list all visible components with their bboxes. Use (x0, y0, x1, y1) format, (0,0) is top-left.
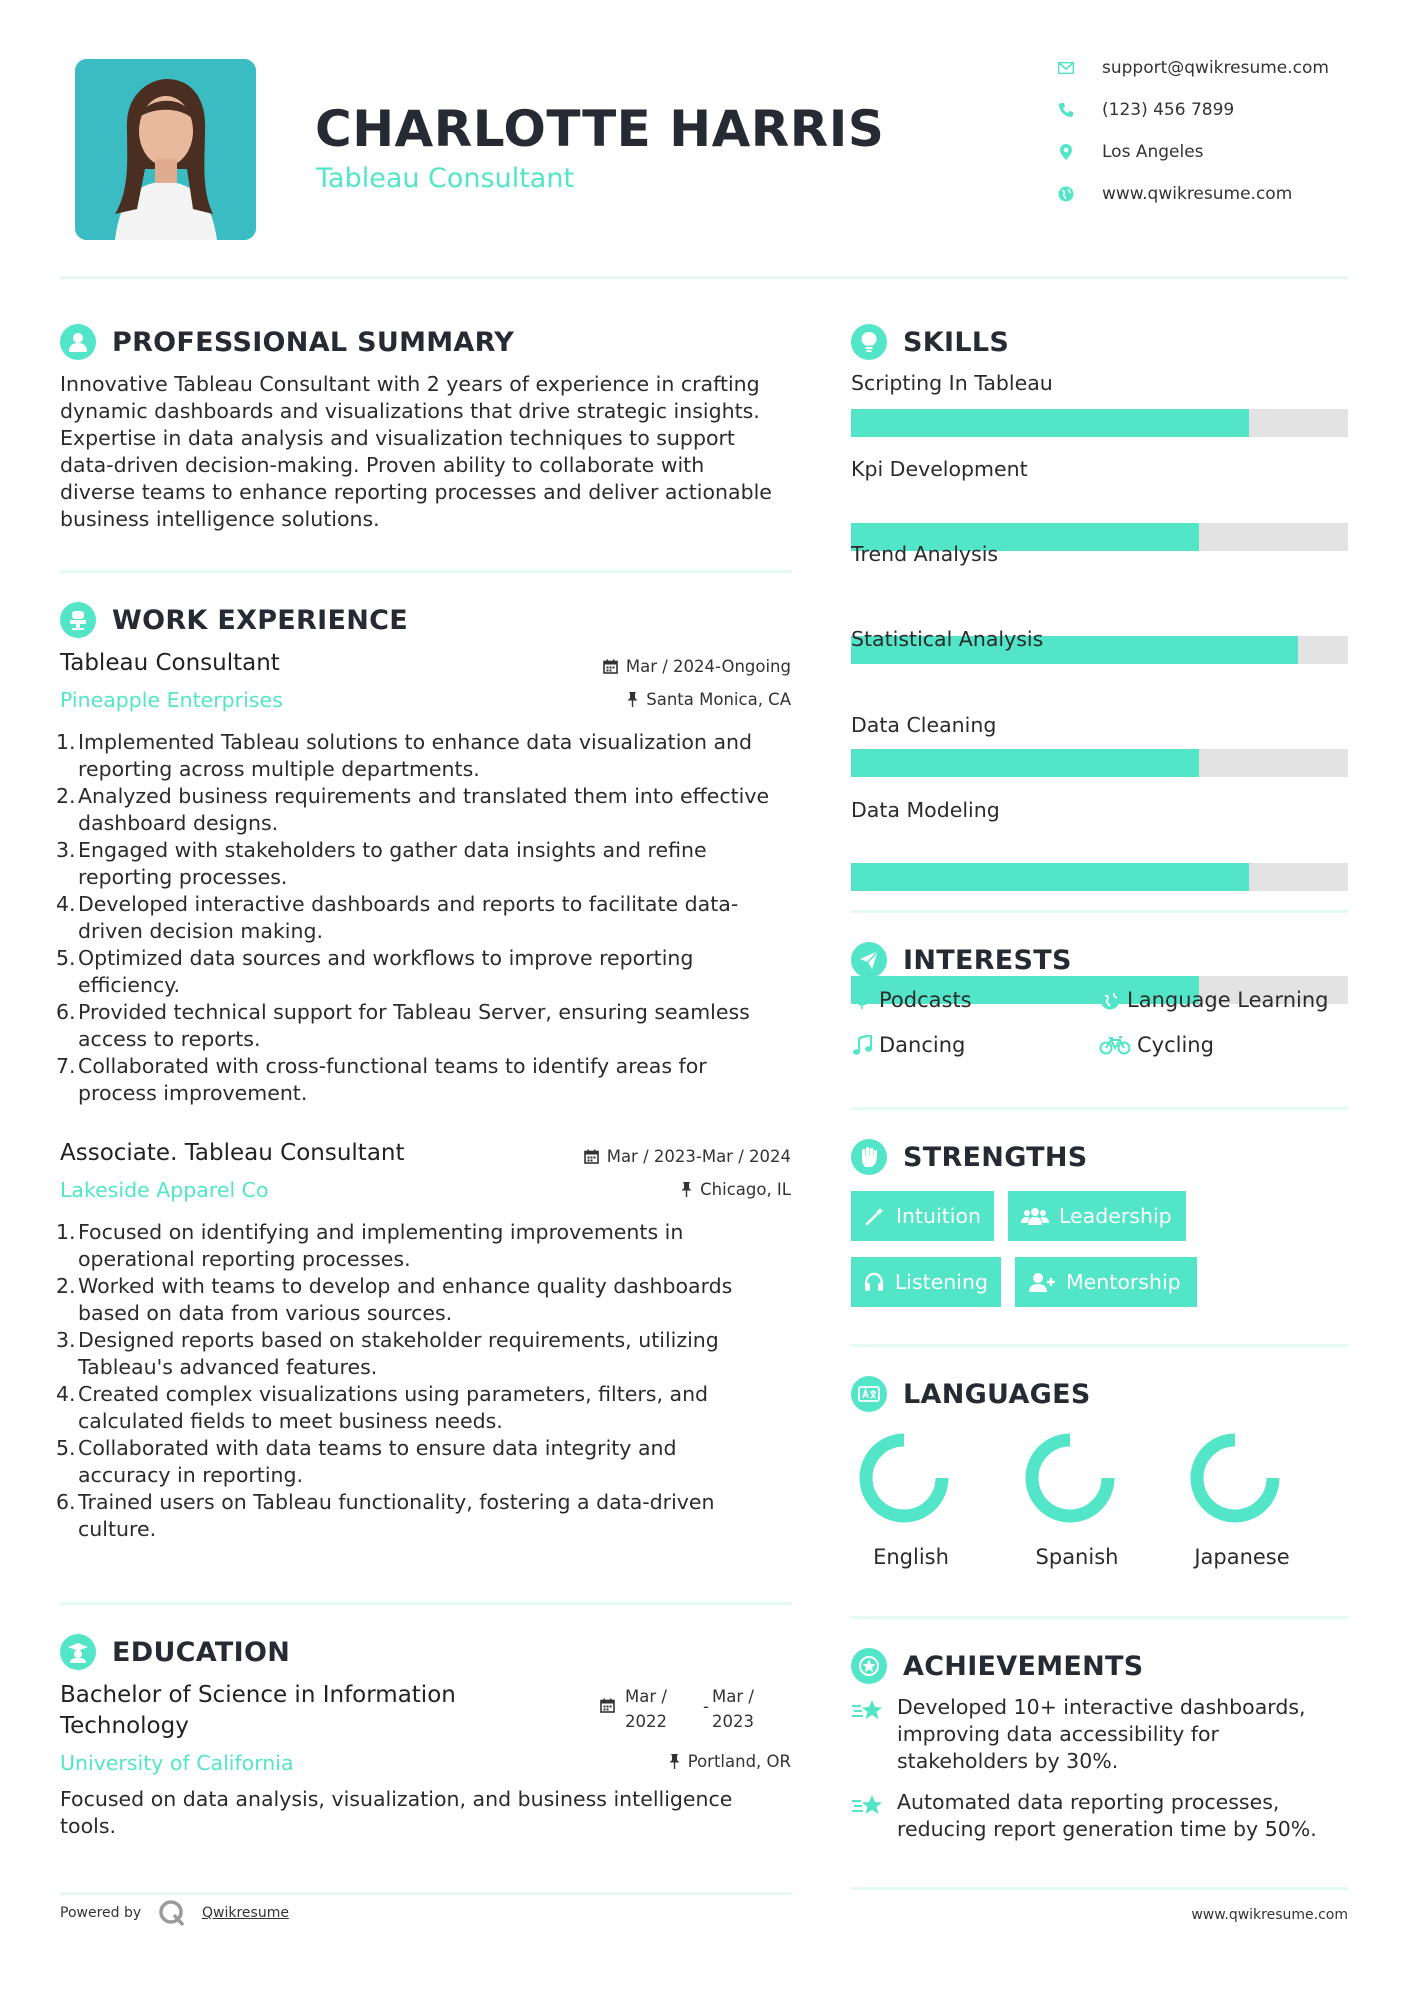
achievement-text: Automated data reporting processes, reducing report generation time by 50%. (897, 1790, 1317, 1841)
skill-name: Trend Analysis (851, 542, 999, 566)
language-gauge-arc (1032, 1440, 1108, 1516)
language-gauge (1190, 1433, 1280, 1523)
fist-icon (851, 1139, 887, 1175)
achievement-item (851, 1789, 1348, 1843)
job-date-text: Mar / 2023-Mar / 2024 (606, 1147, 791, 1166)
powered-by-label: Powered by (60, 1905, 142, 1921)
list-item: 6. Provided technical support for Tableau Server, ensuring seamless access to reports. (56, 1000, 750, 1051)
interests-heading-text: INTERESTS (903, 944, 1072, 976)
section-divider (851, 1107, 1348, 1110)
date-separator: - (703, 1697, 709, 1716)
language-gauge (859, 1433, 949, 1523)
job-date-text: Mar / 2024-Ongoing (625, 657, 791, 676)
magic-wand-icon (864, 1204, 886, 1228)
degree-line: Bachelor of Science in Information (60, 1682, 456, 1708)
list-item: 2. Worked with teams to develop and enhance quality dashboards based on data from various sources. (56, 1274, 733, 1325)
achievement-item (851, 1694, 1348, 1775)
summary-heading-text: PROFESSIONAL SUMMARY (112, 326, 515, 358)
summary-line: business intelligence solutions. (60, 507, 380, 531)
qwikresume-logo-icon (158, 1899, 186, 1927)
job-duties-list (56, 1219, 800, 1543)
job-location (520, 690, 791, 709)
achievements-heading-text: ACHIEVEMENTS (903, 1650, 1144, 1682)
skill-bar-fill (851, 863, 1249, 891)
section-divider (60, 1602, 792, 1605)
paper-plane-icon (851, 942, 887, 978)
strength-chip (851, 1191, 994, 1241)
job-location-text: Santa Monica, CA (646, 690, 791, 709)
user-icon (60, 324, 96, 360)
interest-label: Cycling (1137, 1033, 1214, 1057)
interest-label: Dancing (879, 1033, 966, 1057)
pushpin-icon (681, 1182, 692, 1197)
skills-heading (851, 324, 1009, 360)
profile-photo (75, 59, 256, 240)
language-gauge (1025, 1433, 1115, 1523)
job-date (480, 1147, 791, 1166)
strength-label: Leadership (1059, 1204, 1172, 1228)
star-badge-icon (851, 1648, 887, 1684)
header-divider (60, 276, 1348, 279)
user-plus-icon (1028, 1270, 1056, 1294)
language-gauge-arc (866, 1440, 942, 1516)
users-icon (1021, 1204, 1049, 1228)
pushpin-icon (627, 692, 638, 707)
education-location (520, 1752, 791, 1771)
qwikresume-link[interactable]: Qwikresume (202, 1905, 289, 1921)
lightbulb-icon (851, 324, 887, 360)
list-item: 3. Engaged with stakeholders to gather data insights and refine reporting processes. (56, 838, 707, 889)
education-location-text: Portland, OR (687, 1752, 791, 1771)
job-location-text: Chicago, IL (700, 1180, 791, 1199)
mail-icon (1056, 58, 1076, 78)
job-date (520, 657, 791, 676)
interest-label: Podcasts (879, 988, 972, 1012)
education-start-date: Mar / 2022 (625, 1687, 667, 1731)
skill-bar (851, 409, 1348, 437)
section-divider (851, 1887, 1348, 1890)
degree-title (60, 1680, 456, 1742)
list-item: 5. Collaborated with data teams to ensure data integrity and accuracy in reporting. (56, 1436, 677, 1487)
interest-label: Language Learning (1127, 988, 1329, 1012)
globe-icon (1056, 184, 1076, 204)
languages-heading-text: LANGUAGES (903, 1378, 1091, 1410)
education-heading-text: EDUCATION (112, 1636, 291, 1668)
job-duties-list (56, 729, 800, 1107)
job-title: Tableau Consultant (60, 650, 280, 676)
education-end-date: Mar / 2023 (712, 1687, 754, 1731)
calendar-icon (584, 1149, 599, 1164)
globe-icon (1099, 989, 1121, 1011)
shooting-star-icon (851, 1789, 885, 1823)
skills-heading-text: SKILLS (903, 326, 1010, 358)
education-description: Focused on data analysis, visualization, and business intelligence tools. (60, 1787, 733, 1838)
language-label: English (873, 1545, 949, 1569)
experience-heading-text: WORK EXPERIENCE (112, 604, 408, 636)
skill-name: Data Cleaning (851, 713, 997, 737)
pushpin-icon (669, 1754, 680, 1769)
list-item: 1. Focused on identifying and implementing improvements in operational reporting processes. (56, 1220, 684, 1271)
school-name: University of California (60, 1751, 294, 1775)
skill-name: Data Modeling (851, 798, 1000, 822)
music-note-icon (851, 1034, 873, 1056)
briefcase-icon (60, 602, 96, 638)
calendar-icon (600, 1698, 615, 1713)
summary-line: Expertise in data analysis and visualization techniques to support (60, 426, 735, 450)
contact-website-text: www.qwikresume.com (1102, 184, 1293, 204)
languages-heading (851, 1376, 1091, 1412)
candidate-name: CHARLOTTE HARRIS (315, 100, 885, 158)
summary-line: data-driven decision-making. Proven ability to collaborate with (60, 453, 705, 477)
language-card-icon (851, 1376, 887, 1412)
summary-heading (60, 324, 514, 360)
contact-email[interactable] (1056, 58, 1329, 78)
contact-phone-text: (123) 456 7899 (1102, 100, 1235, 120)
achievements-heading (851, 1648, 1144, 1684)
graduate-icon (60, 1634, 96, 1670)
contact-website[interactable] (1056, 184, 1292, 204)
list-item: 2. Analyzed business requirements and translated them into effective dashboard designs. (56, 784, 770, 835)
person-photo-icon (75, 59, 256, 240)
shooting-star-icon (851, 1694, 885, 1728)
candidate-title: Tableau Consultant (316, 163, 575, 194)
skill-bar-fill (851, 749, 1199, 777)
education-heading (60, 1634, 290, 1670)
job-company: Lakeside Apparel Co (60, 1178, 269, 1202)
interest-item (851, 988, 972, 1012)
map-pin-icon (1056, 142, 1076, 162)
contact-phone[interactable] (1056, 100, 1234, 120)
contact-email-text: support@qwikresume.com (1102, 58, 1329, 78)
list-item: 6. Trained users on Tableau functionality, fostering a data-driven culture. (56, 1490, 715, 1541)
language-label: Japanese (1194, 1545, 1290, 1569)
job-location (520, 1180, 791, 1199)
list-item: 7. Collaborated with cross-functional teams to identify areas for process improvement. (56, 1054, 707, 1105)
calendar-icon (603, 659, 618, 674)
skill-name: Kpi Development (851, 457, 1028, 481)
achievement-text: Developed 10+ interactive dashboards, improving data accessibility for stakeholders by 30%. (897, 1695, 1306, 1773)
strengths-heading-text: STRENGTHS (903, 1141, 1088, 1173)
strength-label: Mentorship (1066, 1270, 1181, 1294)
section-divider (851, 1344, 1348, 1347)
list-item: 1. Implemented Tableau solutions to enhance data visualization and reporting across multiple departments. (56, 730, 753, 781)
microphone-icon (851, 989, 873, 1011)
job-company: Pineapple Enterprises (60, 688, 283, 712)
summary-line: diverse teams to enhance reporting processes and deliver actionable (60, 480, 772, 504)
contact-location (1056, 142, 1204, 162)
degree-line: Technology (60, 1713, 189, 1739)
skill-name: Statistical Analysis (851, 627, 1044, 651)
language-gauge-arc (1197, 1440, 1273, 1516)
strength-chip (1008, 1191, 1186, 1241)
list-item: 4. Developed interactive dashboards and reports to facilitate data- driven decision making. (56, 892, 739, 943)
skill-bar (851, 863, 1348, 891)
section-divider (851, 910, 1348, 913)
strengths-heading (851, 1139, 1088, 1175)
job-title: Associate. Tableau Consultant (60, 1140, 405, 1166)
section-divider (60, 1892, 792, 1895)
summary-text (60, 371, 800, 533)
experience-heading (60, 602, 408, 638)
strength-chip (851, 1257, 1001, 1307)
strength-chip (1015, 1257, 1197, 1307)
section-divider (851, 1616, 1348, 1619)
section-divider (60, 570, 792, 573)
contact-location-text: Los Angeles (1102, 142, 1204, 162)
skill-bar-fill (851, 409, 1249, 437)
interest-item (851, 1033, 965, 1057)
summary-line: dynamic dashboards and visualizations that drive strategic insights. (60, 399, 760, 423)
footer-website[interactable]: www.qwikresume.com (1191, 1907, 1348, 1923)
skill-name: Scripting In Tableau (851, 371, 1053, 395)
bicycle-icon (1099, 1034, 1131, 1056)
strength-label: Intuition (895, 1204, 981, 1228)
strength-label: Listening (894, 1270, 988, 1294)
list-item: 3. Designed reports based on stakeholder requirements, utilizing Tableau's advanced features. (56, 1328, 719, 1379)
list-item: 4. Created complex visualizations using parameters, filters, and calculated fields to meet business needs. (56, 1382, 709, 1433)
interest-item (1099, 988, 1328, 1012)
skill-bar (851, 749, 1348, 777)
summary-line: Innovative Tableau Consultant with 2 years of experience in crafting (60, 372, 760, 396)
phone-icon (1056, 100, 1076, 120)
language-label: Spanish (1035, 1545, 1119, 1569)
interests-heading (851, 942, 1072, 978)
headphones-icon (864, 1270, 885, 1294)
list-item: 5. Optimized data sources and workflows to improve reporting efficiency. (56, 946, 694, 997)
interest-item (1099, 1033, 1214, 1057)
